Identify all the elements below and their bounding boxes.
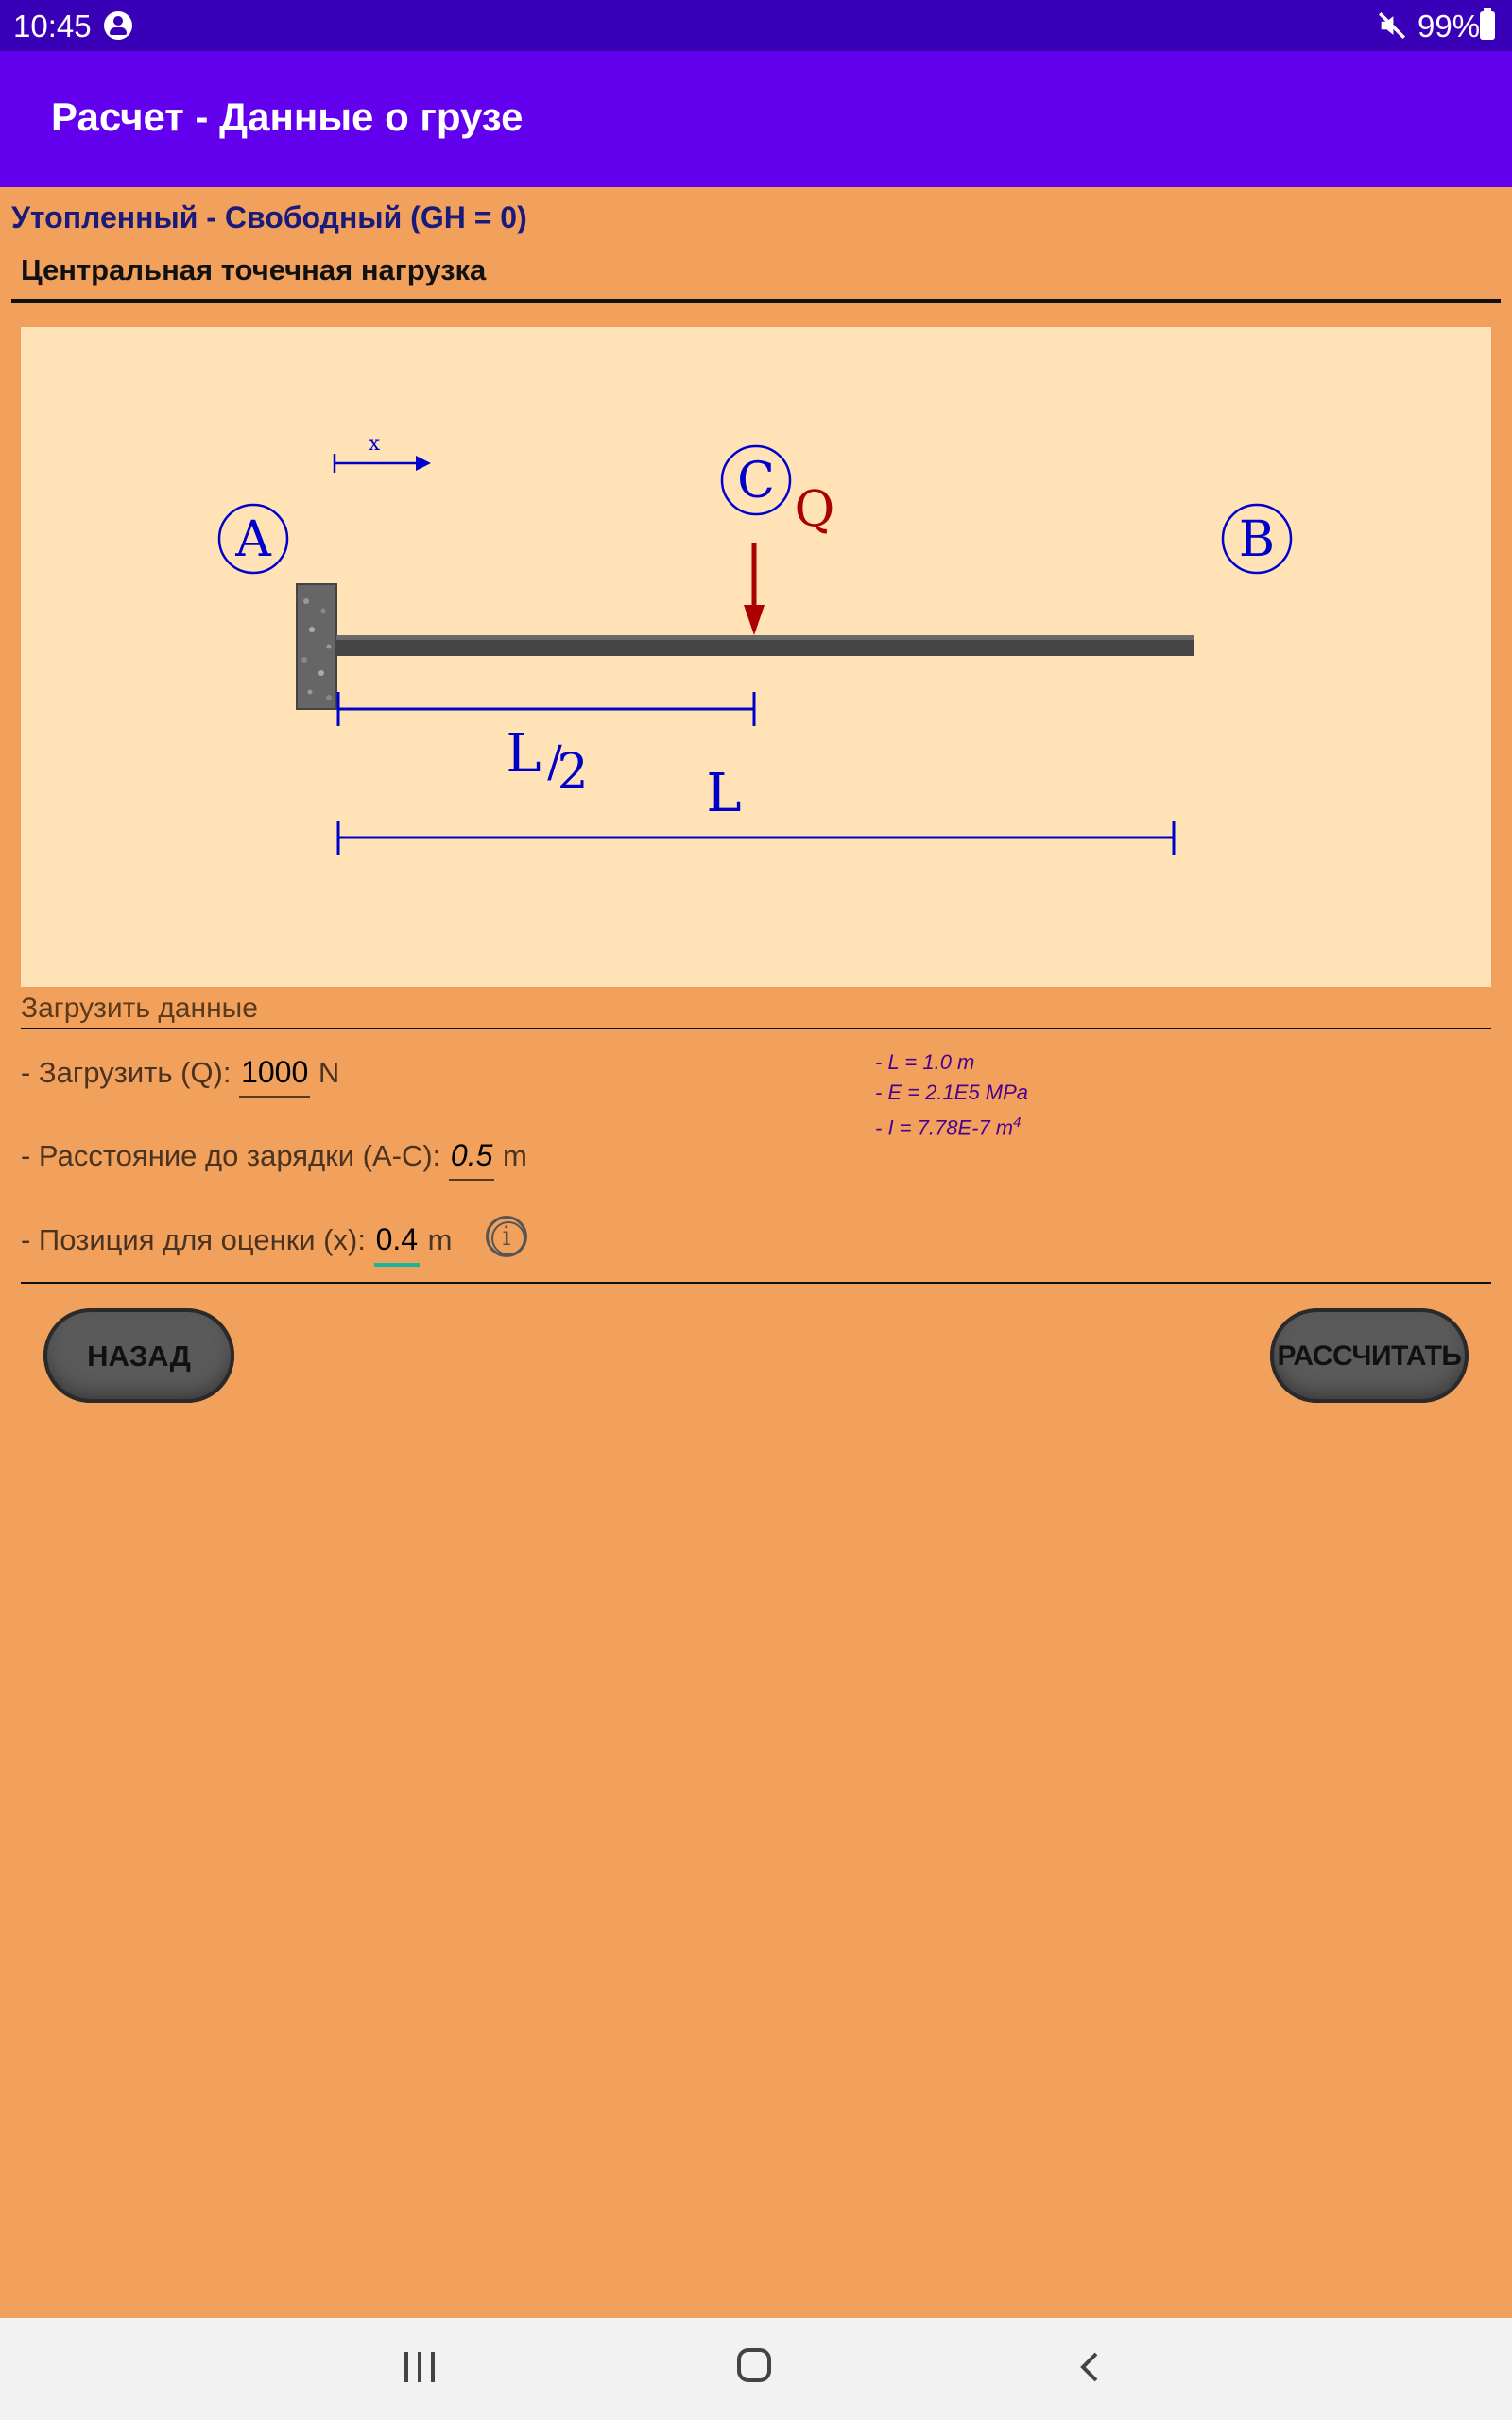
recent-apps-icon[interactable]: [404, 2352, 438, 2382]
back-button[interactable]: НАЗАД: [43, 1308, 234, 1403]
property-modulus: - E = 2.1E5 MPa: [875, 1080, 1029, 1104]
load-row: [21, 1055, 339, 1098]
half-length-slash: /: [547, 735, 562, 786]
property-inertia: - I = 7.78E-7 $m^4$: [875, 1115, 1022, 1140]
material-properties: [875, 1047, 1028, 1143]
distance-unit: m: [503, 1139, 527, 1172]
half-length-denominator: 2: [557, 744, 589, 801]
section-divider-top: [21, 1028, 1491, 1029]
support-type-heading: Утопленный - Свободный (GH = 0): [11, 200, 527, 234]
x-axis-label: x: [368, 432, 381, 456]
distance-input[interactable]: 0.5: [449, 1138, 494, 1181]
property-inertia-exponent: 4: [1013, 1115, 1022, 1131]
battery-level: 99%: [1418, 9, 1481, 43]
calculate-button[interactable]: РАССЧИТАТЬ: [1270, 1308, 1469, 1403]
mute-icon: [1376, 9, 1408, 42]
point-b-label: B: [1238, 511, 1276, 568]
load-input[interactable]: 1000: [239, 1055, 310, 1098]
distance-row: [21, 1138, 527, 1181]
point-a-label: A: [235, 511, 271, 568]
point-c-label: C: [737, 453, 775, 510]
header-divider: [11, 299, 1501, 303]
page-title: Расчет - Данные о грузе: [51, 95, 524, 139]
system-nav-bar: [0, 2318, 1512, 2420]
x-axis-arrow-head: [416, 456, 431, 471]
app-bar: [0, 51, 1512, 187]
section-divider-bottom: [21, 1282, 1491, 1284]
beam-diagram: [21, 327, 1491, 987]
half-length-label: L: [506, 723, 541, 785]
info-icon[interactable]: i: [486, 1216, 527, 1257]
position-row: [21, 1222, 453, 1267]
load-type-heading: Центральная точечная нагрузка: [21, 253, 487, 286]
status-bar: [0, 0, 1512, 51]
back-nav-icon[interactable]: [1072, 2348, 1109, 2386]
length-label: L: [706, 763, 742, 824]
load-data-section-title: Загрузить данные: [21, 993, 258, 1024]
home-icon[interactable]: [737, 2348, 771, 2382]
position-label: - Позиция для оценки (x):: [21, 1223, 374, 1256]
beam-diagram-svg: [21, 327, 1491, 987]
load-label: - Загрузить (Q):: [21, 1056, 240, 1089]
property-length: - L = 1.0 m: [875, 1050, 975, 1074]
account-icon: [104, 11, 132, 40]
battery-icon: [1480, 11, 1495, 40]
position-unit: m: [427, 1223, 453, 1256]
load-q-label: Q: [794, 481, 835, 538]
load-unit: N: [318, 1056, 340, 1089]
distance-label: - Расстояние до зарядки (A-C):: [21, 1139, 449, 1172]
load-arrow-head: [744, 605, 765, 635]
position-input[interactable]: 0.4: [374, 1222, 420, 1267]
status-time: 10:45: [13, 9, 92, 43]
beam-highlight: [336, 635, 1194, 640]
